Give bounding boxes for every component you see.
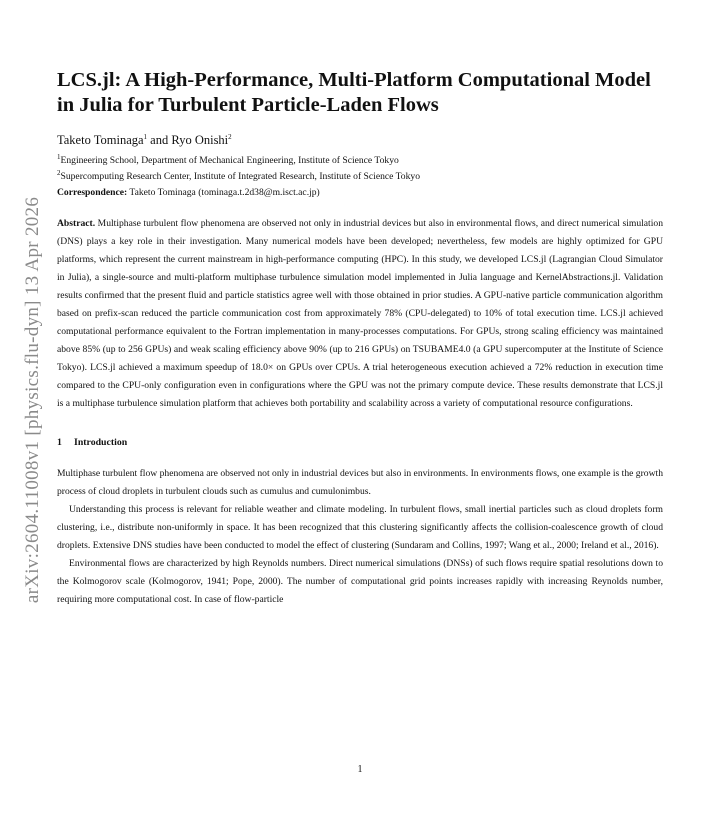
author-affiliation-mark: 2 bbox=[228, 133, 232, 141]
section-title: Introduction bbox=[74, 436, 128, 448]
correspondence-text: Taketo Tominaga (tominaga.t.2d38@m.isct.ac.jp) bbox=[127, 186, 320, 198]
correspondence bbox=[57, 186, 663, 199]
correspondence-label: Correspondence: bbox=[57, 186, 128, 198]
author-line bbox=[57, 129, 663, 148]
section-heading bbox=[57, 437, 663, 448]
affiliation-text: Supercomputing Research Center, Institute of Integrated Research, Institute of Science Tokyo bbox=[60, 171, 420, 183]
affiliation-mark: 2 bbox=[57, 169, 61, 178]
abstract bbox=[57, 215, 663, 413]
author-name: Taketo Tominaga bbox=[57, 133, 144, 148]
abstract-label: Abstract. bbox=[57, 217, 96, 229]
affiliations bbox=[57, 151, 663, 183]
body-paragraph: Environmental flows are characterized by high Reynolds numbers. Direct numerical simulations (DNSs) of such flows require spatial resolutions down to the Kolmogorov scale (Kolmogorov, 1941; Pope, 2000). The number of computational grid points increases rapidly with increasing Reynolds number, requiring more computational cost. In case of flow-particle bbox=[57, 558, 663, 606]
affiliation-line bbox=[57, 151, 663, 167]
section-number: 1 bbox=[57, 436, 62, 448]
page-number: 1 bbox=[357, 764, 363, 775]
author-name: Ryo Onishi bbox=[171, 133, 229, 148]
affiliation-line bbox=[57, 167, 663, 183]
paper-content bbox=[57, 68, 663, 609]
paper-title: LCS.jl: A High-Performance, Multi-Platform Computational Model in Julia for Turbulent Particle-Laden Flows bbox=[57, 69, 651, 116]
body-paragraph: Multiphase turbulent flow phenomena are observed not only in industrial devices but also in environments. In environments flows, one example is the growth process of cloud droplets in turbulent clouds such as cumulus and cumulonimbus. bbox=[57, 467, 663, 497]
affiliation-mark: 1 bbox=[57, 153, 61, 162]
author-affiliation-mark: 1 bbox=[143, 133, 148, 141]
abstract-text: Multiphase turbulent flow phenomena are observed not only in industrial devices but also in environmental flows, and direct numerical simulation (DNS) plays a key role in their investigation. Many numerical models have been developed; nevertheless, few models are highly optimized for GPU platforms, which represent the current mainstream in high-performance computing (HPC). In this study, we developed LCS.jl (Lagrangian Cloud Simulator in Julia), a single-source and multi-platform multiphase turbulence simulation model implemented in Julia language and KernelAbstractions.jl. Validation results confirmed that the present fluid and particle statistics agree well with those obtained in prior studies. A GPU-native particle communication algorithm based on prefix-scan reduced the particle communication cost from approximately 78% (CPU-delegated) to 10% of total execution time. LCS.jl achieved computational performance equivalent to the Fortran implementation in many-processes computations. For GPUs, strong scaling efficiency was maintained above 85% (up to 256 GPUs) and weak scaling efficiency above 90% (up to 216 GPUs) on TSUBAME4.0 (a GPU supercomputer at the Institute of Science Tokyo). LCS.jl achieved a maximum speedup of 18.0× on GPUs over CPUs. A trial heterogeneous execution achieved a 72% reduction in execution time compared to the CPU-only configuration even in configurations where the GPU was not the primary compute device. These results demonstrate that LCS.jl is a multiphase turbulence simulation platform that achieves both portability and scalability across a variety of computational resource configurations. bbox=[57, 217, 663, 409]
affiliation-text: Engineering School, Department of Mechanical Engineering, Institute of Science Tokyo bbox=[60, 155, 399, 167]
arxiv-identifier-stamp: arXiv:2604.11008v1 [physics.flu-dyn] 13 Apr 2026 bbox=[22, 196, 43, 604]
section-body bbox=[57, 465, 663, 610]
body-paragraph: Understanding this process is relevant for reliable weather and climate modeling. In turbulent flows, small inertial particles such as cloud droplets form clustering, i.e., distribute non-uniformly in space. It has been recognized that this clustering significantly affects the collision-coalescence growth of cloud droplets. Extensive DNS studies have been conducted to model the effect of clustering (Sundaram and Collins, 1997; Wang et al., 2000; Ireland et al., 2016). bbox=[57, 503, 663, 551]
author-conjunction: and bbox=[147, 133, 172, 148]
